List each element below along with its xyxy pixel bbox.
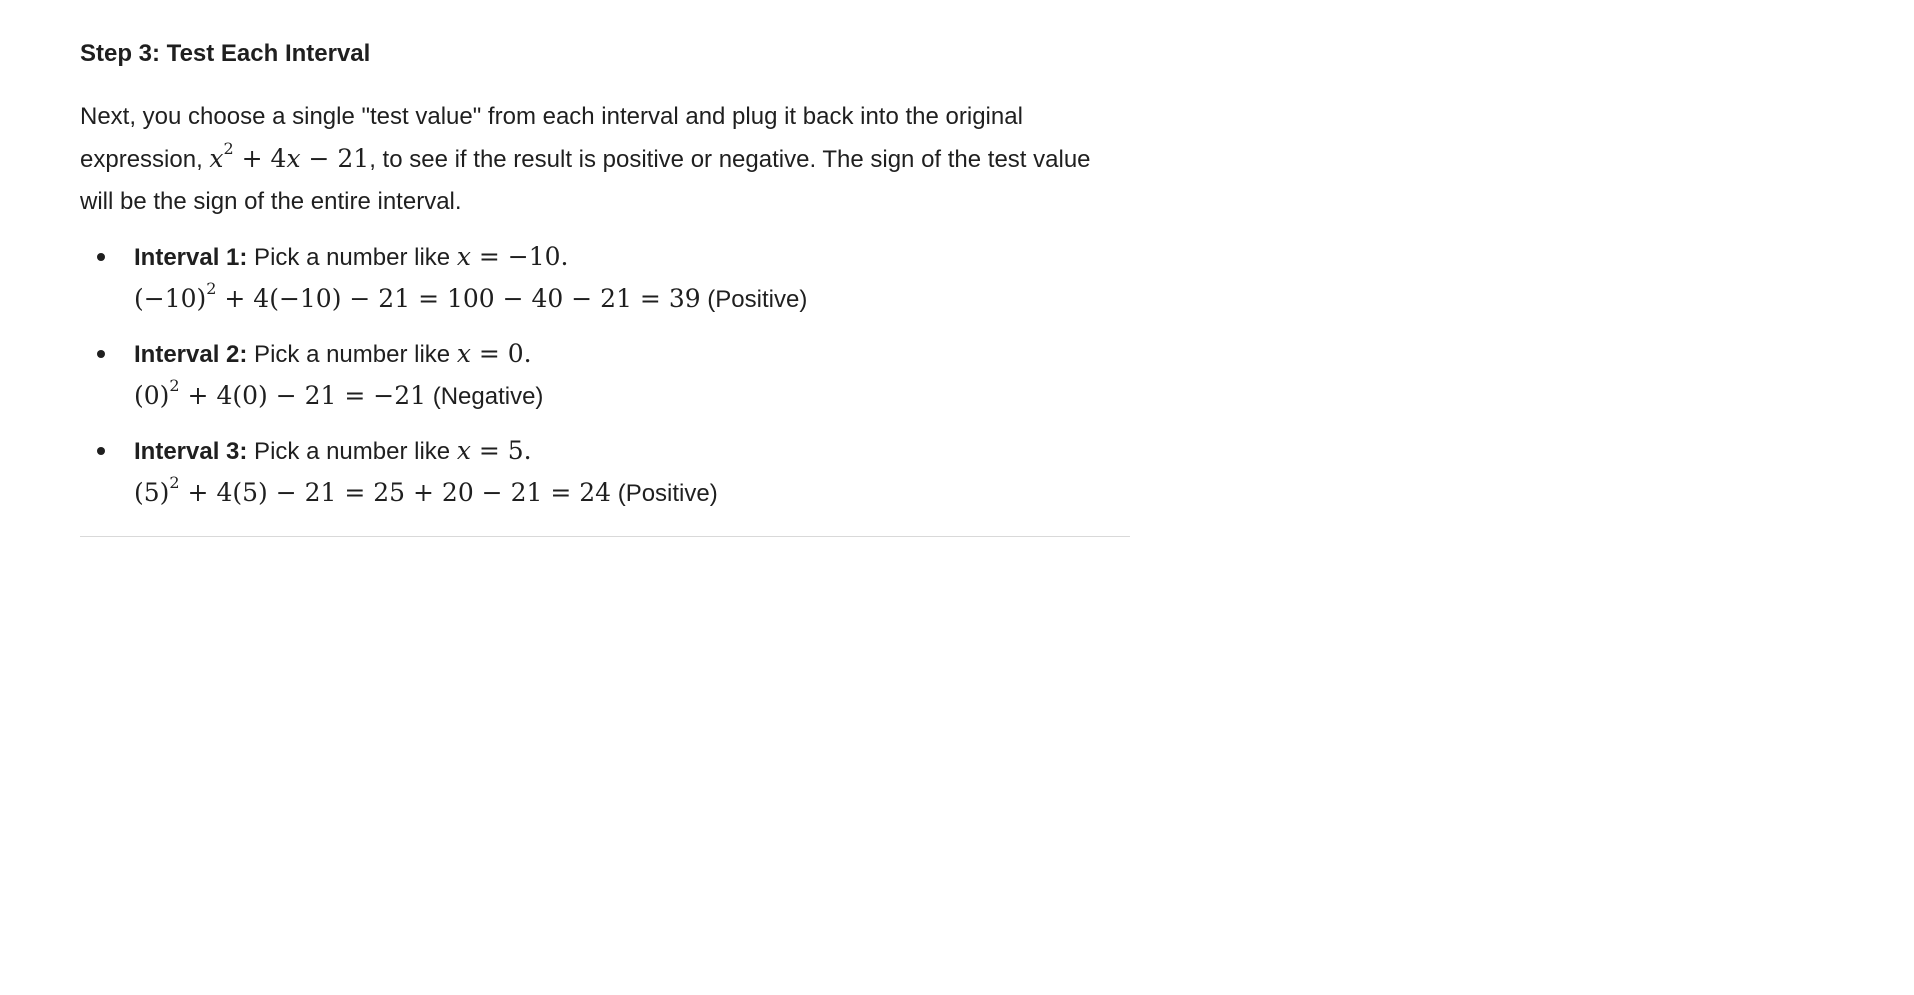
- calc-exponent: 2: [169, 375, 180, 395]
- interval-calculation-line: [134, 278, 1130, 320]
- interval-calculation-line: [134, 375, 1130, 417]
- interval-label: Interval 2:: [134, 341, 248, 368]
- interval-pick-text: Pick a number like: [247, 244, 457, 271]
- calc-exponent: 2: [169, 472, 180, 492]
- calc-rest: + 4(0) − 21 = −21: [179, 381, 427, 410]
- step-heading: Step 3: Test Each Interval: [80, 40, 371, 67]
- interval-calculation: [134, 472, 612, 507]
- intro-text-before: Next, you choose a single "test value" from each interval and plug it back into the original expression,: [80, 103, 1023, 173]
- pick-variable: x: [456, 339, 471, 368]
- interval-label: Interval 3:: [134, 438, 248, 465]
- intro-text-after: , to see if the result is positive or negative. The sign of the test value will be the sign of the entire interval.: [80, 146, 1091, 215]
- interval-label: Interval 1:: [134, 244, 248, 271]
- bullet-icon: [97, 447, 105, 455]
- interval-item-2: [80, 333, 1130, 430]
- pick-variable: x: [456, 436, 471, 465]
- interval-calculation: [134, 375, 427, 410]
- calc-exponent: 2: [206, 278, 217, 298]
- expression-exponent: 2: [223, 138, 234, 158]
- interval-calculation-line: [134, 472, 1130, 514]
- interval-pick-line: [134, 236, 1130, 278]
- interval-sign: (Positive): [611, 480, 718, 507]
- calc-rest: + 4(−10) − 21 = 100 − 40 − 21 = 39: [216, 284, 701, 313]
- pick-variable: x: [456, 242, 471, 271]
- pick-value: = −10.: [470, 242, 569, 271]
- interval-pick-math: [457, 339, 532, 368]
- interval-pick-line: [134, 333, 1130, 375]
- interval-pick-text: Pick a number like: [247, 438, 457, 465]
- interval-sign: (Negative): [426, 383, 544, 410]
- intro-paragraph: [80, 96, 1130, 223]
- interval-calculation: [134, 278, 701, 313]
- interval-list: [80, 236, 1130, 527]
- bullet-icon: [97, 350, 105, 358]
- expression-middle: + 4: [233, 144, 287, 173]
- calc-rest: + 4(5) − 21 = 25 + 20 − 21 = 24: [179, 478, 612, 507]
- expression-variable: x: [209, 144, 224, 173]
- pick-value: = 5.: [470, 436, 532, 465]
- interval-sign: (Positive): [700, 286, 808, 313]
- calc-base: (−10): [134, 284, 207, 313]
- interval-pick-line: [134, 430, 1130, 472]
- calc-base: (0): [134, 381, 170, 410]
- expression-variable-2: x: [286, 144, 301, 173]
- intro-expression: [209, 138, 370, 173]
- pick-value: = 0.: [470, 339, 532, 368]
- calc-base: (5): [134, 478, 170, 507]
- interval-pick-math: [457, 242, 569, 271]
- interval-pick-text: Pick a number like: [247, 341, 457, 368]
- interval-item-1: [80, 236, 1130, 333]
- interval-item-3: [80, 430, 1130, 527]
- section-divider: [80, 536, 1130, 537]
- interval-pick-math: [457, 436, 532, 465]
- bullet-icon: [97, 253, 105, 261]
- expression-tail: − 21: [300, 144, 370, 173]
